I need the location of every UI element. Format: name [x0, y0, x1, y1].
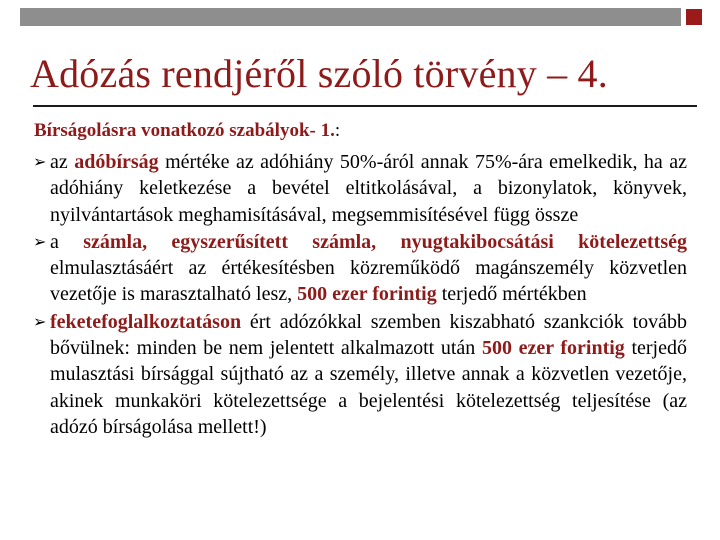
list-item — [33, 229, 687, 308]
bullet-highlight: adóbírság — [74, 151, 159, 173]
section-heading-text: Bírságolásra vonatkozó szabályok- 1. — [34, 120, 335, 141]
bullet-highlight: számla, egyszerűsített számla, nyugtakibocsátási kötelezettség — [83, 230, 687, 253]
title-divider — [33, 105, 697, 107]
bullet-text: elmulasztásáért az értékesítésben közreműködő magánszemély közvetlen vezetője is marasztalható lesz, — [50, 257, 687, 306]
section-heading — [34, 118, 340, 144]
rule-list — [33, 149, 687, 440]
section-heading-colon: : — [334, 120, 341, 141]
corner-square — [686, 9, 702, 25]
bullet-text: a — [50, 230, 84, 253]
bullet-highlight: feketefoglalkoztatáson — [50, 310, 242, 333]
bullet-text: terjedő mértékben — [436, 283, 587, 306]
arrow-right-icon: ➢ — [33, 311, 47, 331]
bullet-highlight: 500 ezer forintig — [481, 337, 625, 360]
bullet-text: mértéke az adóhiány 50%-áról annak 75%-ára emelkedik, ha az adóhiány keletkezése a bevétel eltitkolásával, a bizonylatok, könyvek, nyilvántartások meghamisításával, megsemmisítésével függ össze — [50, 151, 687, 226]
bullet-highlight: 500 ezer forintig — [297, 283, 437, 306]
slide-title: Adózás rendjéről szóló törvény – 4. — [30, 51, 608, 96]
bullet-text: az — [50, 151, 75, 173]
list-item — [33, 149, 687, 228]
top-decor-bar — [20, 8, 681, 26]
bullet-text: terjedő mulasztási bírsággal sújtható az a személy, illetve annak a közvetlen vezetője, akinek munkaköri kötelezettsége a bejelentési kötelezettség teljesítése (az adózó bírságolása mellett!) — [50, 337, 687, 438]
arrow-right-icon: ➢ — [33, 152, 47, 171]
bullet-text: ért adózókkal szemben kiszabható szankciók tovább bővülnek: minden be nem jelentett alkalmazott után — [50, 310, 687, 360]
arrow-right-icon: ➢ — [33, 231, 47, 251]
list-item — [33, 309, 687, 440]
